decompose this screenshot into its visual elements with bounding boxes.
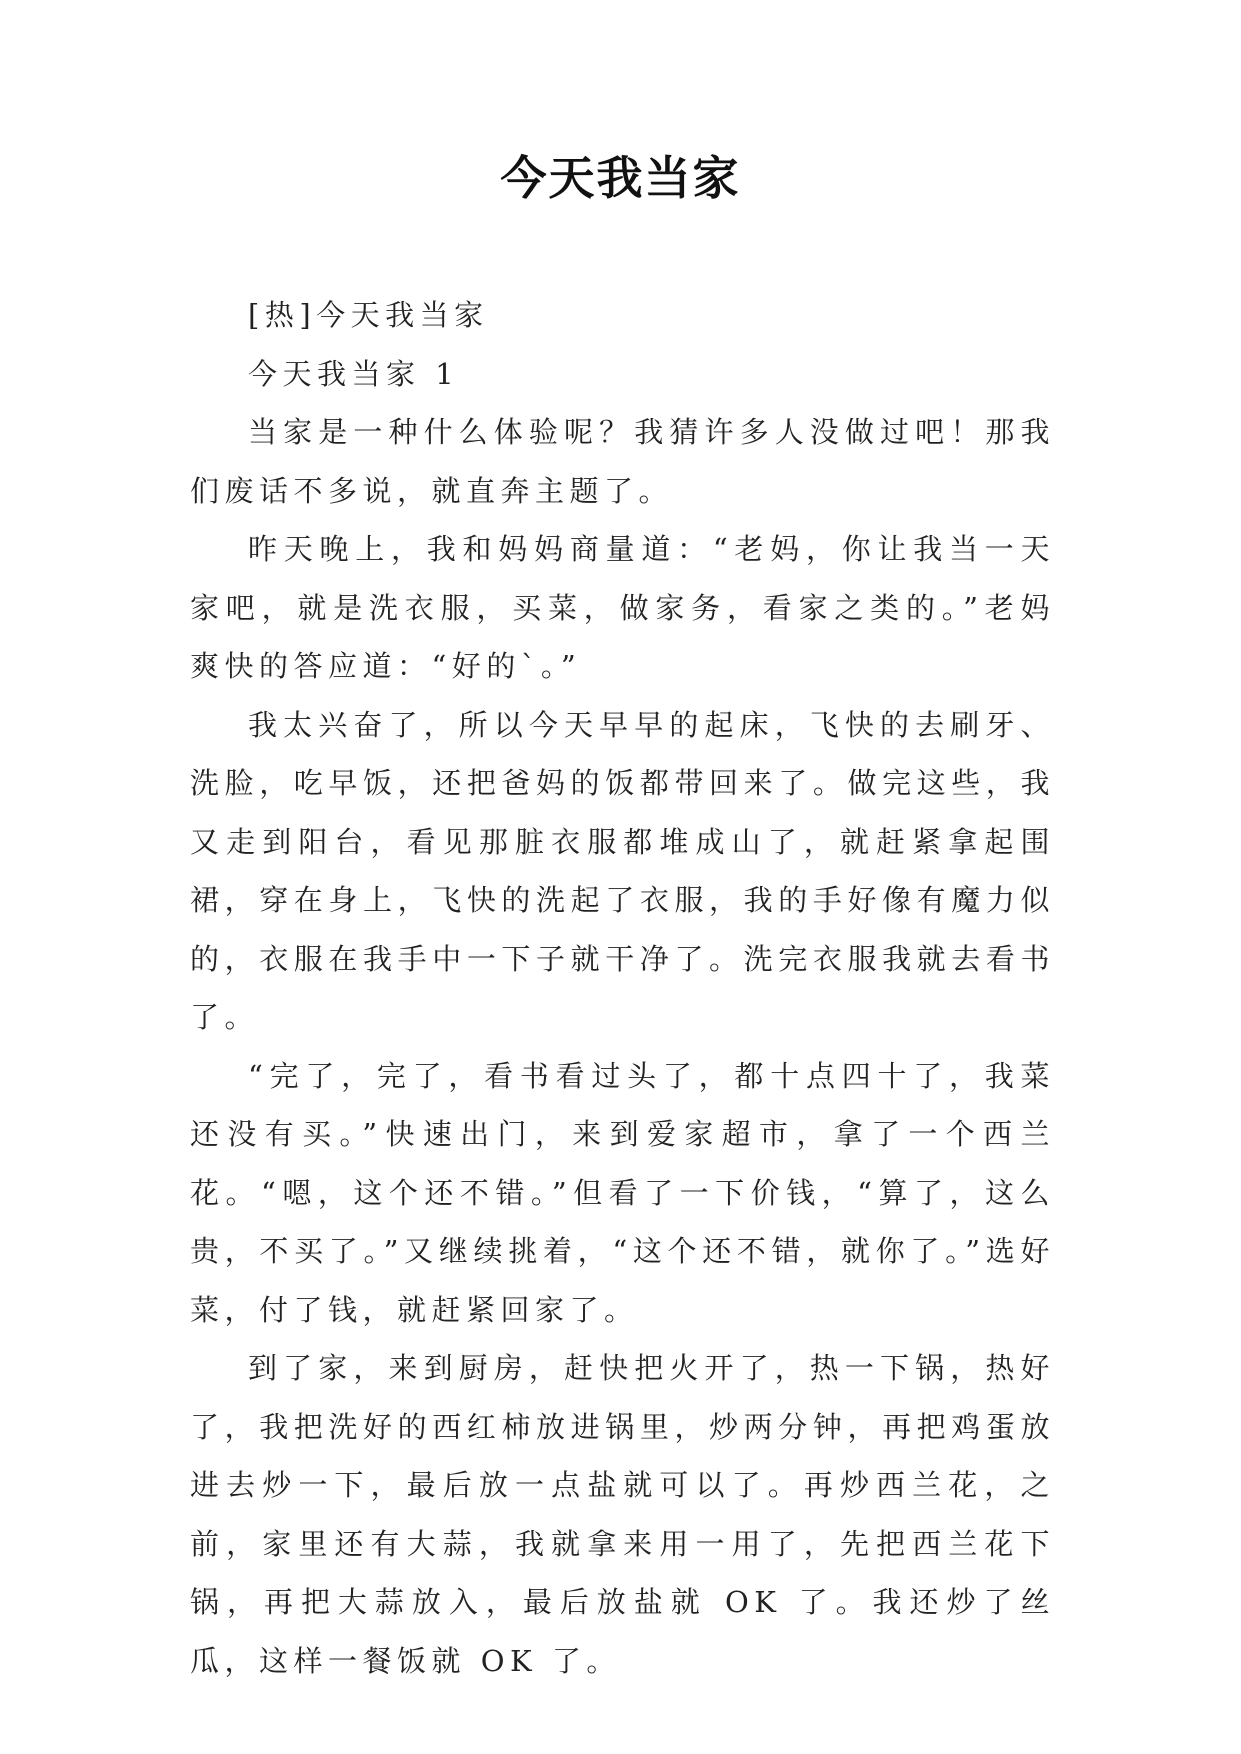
paragraph-section-heading: 今天我当家 1 (248, 356, 460, 391)
paragraph-discussion-with-mom: 昨天晚上，我和妈妈商量道：“老妈，你让我当一天家吧，就是洗衣服，买菜，做家务，看家之类的。”老妈爽快的答应道：“好的`。” (190, 532, 1055, 683)
paragraph-morning-chores: 我太兴奋了，所以今天早早的起床，飞快的去刷牙、洗脸，吃早饭，还把爸妈的饭都带回来了。做完这些，我又走到阳台，看见那脏衣服都堆成山了，就赶紧拿起围裙，穿在身上，飞快的洗起了衣服，我的手好像有魔力似的，衣服在我手中一下子就干净了。洗完衣服我就去看书了。 (190, 707, 1055, 1034)
paragraph-cooking: 到了家，来到厨房，赶快把火开了，热一下锅，热好了，我把洗好的西红柿放进锅里，炒两分钟，再把鸡蛋放进去炒一下，最后放一点盐就可以了。再炒西兰花，之前，家里还有大蒜，我就拿来用一用了，先把西兰花下锅，再把大蒜放入，最后放盐就 OK 了。我还炒了丝瓜，这样一餐饭就 OK 了。 (190, 1351, 1055, 1678)
paragraph-subtitle-hot: [热]今天我当家 (248, 298, 489, 332)
document-body (190, 286, 1055, 1690)
paragraph-grocery-shopping: “完了，完了，看书看过头了，都十点四十了，我菜还没有买。”快速出门，来到爱家超市，拿了一个西兰花。“嗯，这个还不错。”但看了一下价钱，“算了，这么贵，不买了。”又继续挑着，“这个还不错，就你了。”选好菜，付了钱，就赶紧回家了。 (190, 1058, 1055, 1327)
paragraph-intro: 当家是一种什么体验呢？我猜许多人没做过吧！那我们废话不多说，就直奔主题了。 (190, 415, 1055, 508)
document-title: 今天我当家 (500, 151, 741, 205)
